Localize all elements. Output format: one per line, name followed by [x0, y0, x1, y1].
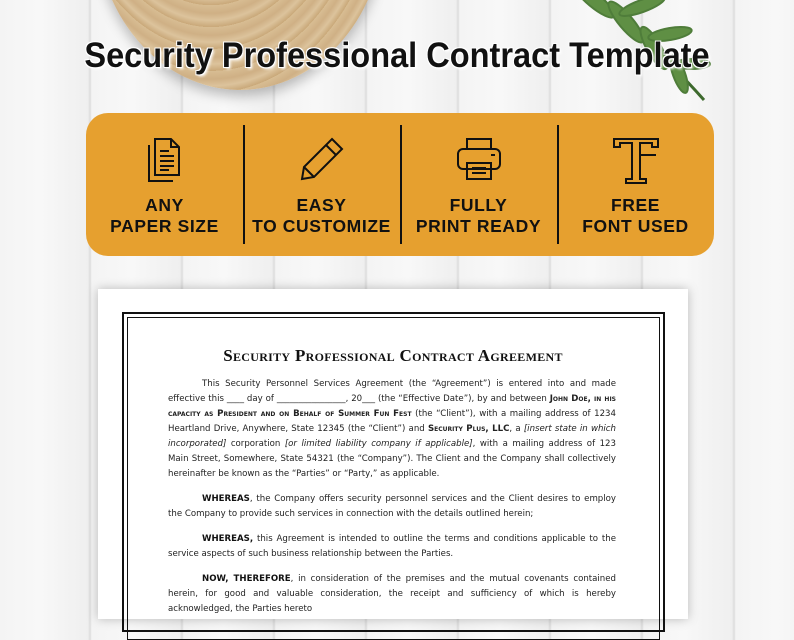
document-preview: [98, 289, 688, 619]
paragraph-now-therefore: [168, 572, 616, 617]
document-body: [168, 377, 616, 627]
lead: WHEREAS: [202, 494, 250, 504]
text: , with a mailing address of 123 Main Street, Somewhere, State 54321 (the “Company”). The Client and the Company shall collectively hereinafter be known as the “Parties” or “Party,” as applicable.: [168, 439, 616, 479]
client-name: John Doe, in his capacity as President and on Behalf of Summer Fun Fest: [168, 394, 616, 419]
feature-line-2: PAPER SIZE: [110, 215, 219, 236]
feature-line-2: TO CUSTOMIZE: [252, 215, 391, 236]
document-title: Security Professional Contract Agreement: [223, 346, 563, 365]
lead: NOW, THEREFORE: [202, 574, 291, 584]
pencil-icon: [296, 133, 348, 185]
text: , a: [509, 424, 524, 434]
feature-fully-print-ready: [400, 113, 557, 256]
text: , the Company offers security personnel services and the Client desires to employ the Company to provide such services in connection with the details outlined herein;: [168, 494, 616, 519]
feature-line-1: FULLY: [449, 194, 508, 215]
state-placeholder: [insert state in which incorporated]: [168, 424, 616, 449]
feature-easy-to-customize: [243, 113, 400, 256]
paragraph-whereas-1: [168, 492, 616, 522]
company-name: Security Plus, LLC: [427, 424, 510, 434]
feature-line-1: FREE: [610, 194, 661, 215]
printer-icon: [453, 133, 505, 185]
paragraph-intro: [168, 377, 616, 482]
feature-any-paper-size: [86, 113, 243, 256]
feature-line-2: PRINT READY: [415, 215, 542, 236]
feature-line-1: ANY: [145, 194, 184, 215]
features-banner: [86, 113, 714, 256]
page-headline: Security Professional Contract Template: [84, 36, 710, 75]
text: This Security Personnel Services Agreement (the “Agreement”) is entered into and made effective this ____ day of ________________, 20___ (the “Effective Date”), by and between: [168, 379, 616, 404]
feature-free-font-used: [557, 113, 714, 256]
text: this Agreement is intended to outline the terms and conditions applicable to the service aspects of such business relationship between the Parties.: [168, 534, 616, 559]
feature-line-2: FONT USED: [582, 215, 689, 236]
lead: WHEREAS,: [202, 534, 254, 544]
paragraph-whereas-2: [168, 532, 616, 562]
text: corporation: [226, 439, 285, 449]
document-icon: [139, 133, 191, 185]
text: (the “Client”), with a mailing address of 1234 Heartland Drive, Anywhere, State 12345 (the “Client”) and: [168, 409, 616, 434]
type-placeholder: [or limited liability company if applicable]: [284, 439, 473, 449]
font-icon: [610, 133, 662, 185]
text: , in consideration of the premises and the mutual covenants contained herein, for good and valuable consideration, the receipt and sufficiency of which is hereby acknowledged, the Parties hereto: [168, 574, 616, 614]
feature-line-1: EASY: [296, 194, 347, 215]
